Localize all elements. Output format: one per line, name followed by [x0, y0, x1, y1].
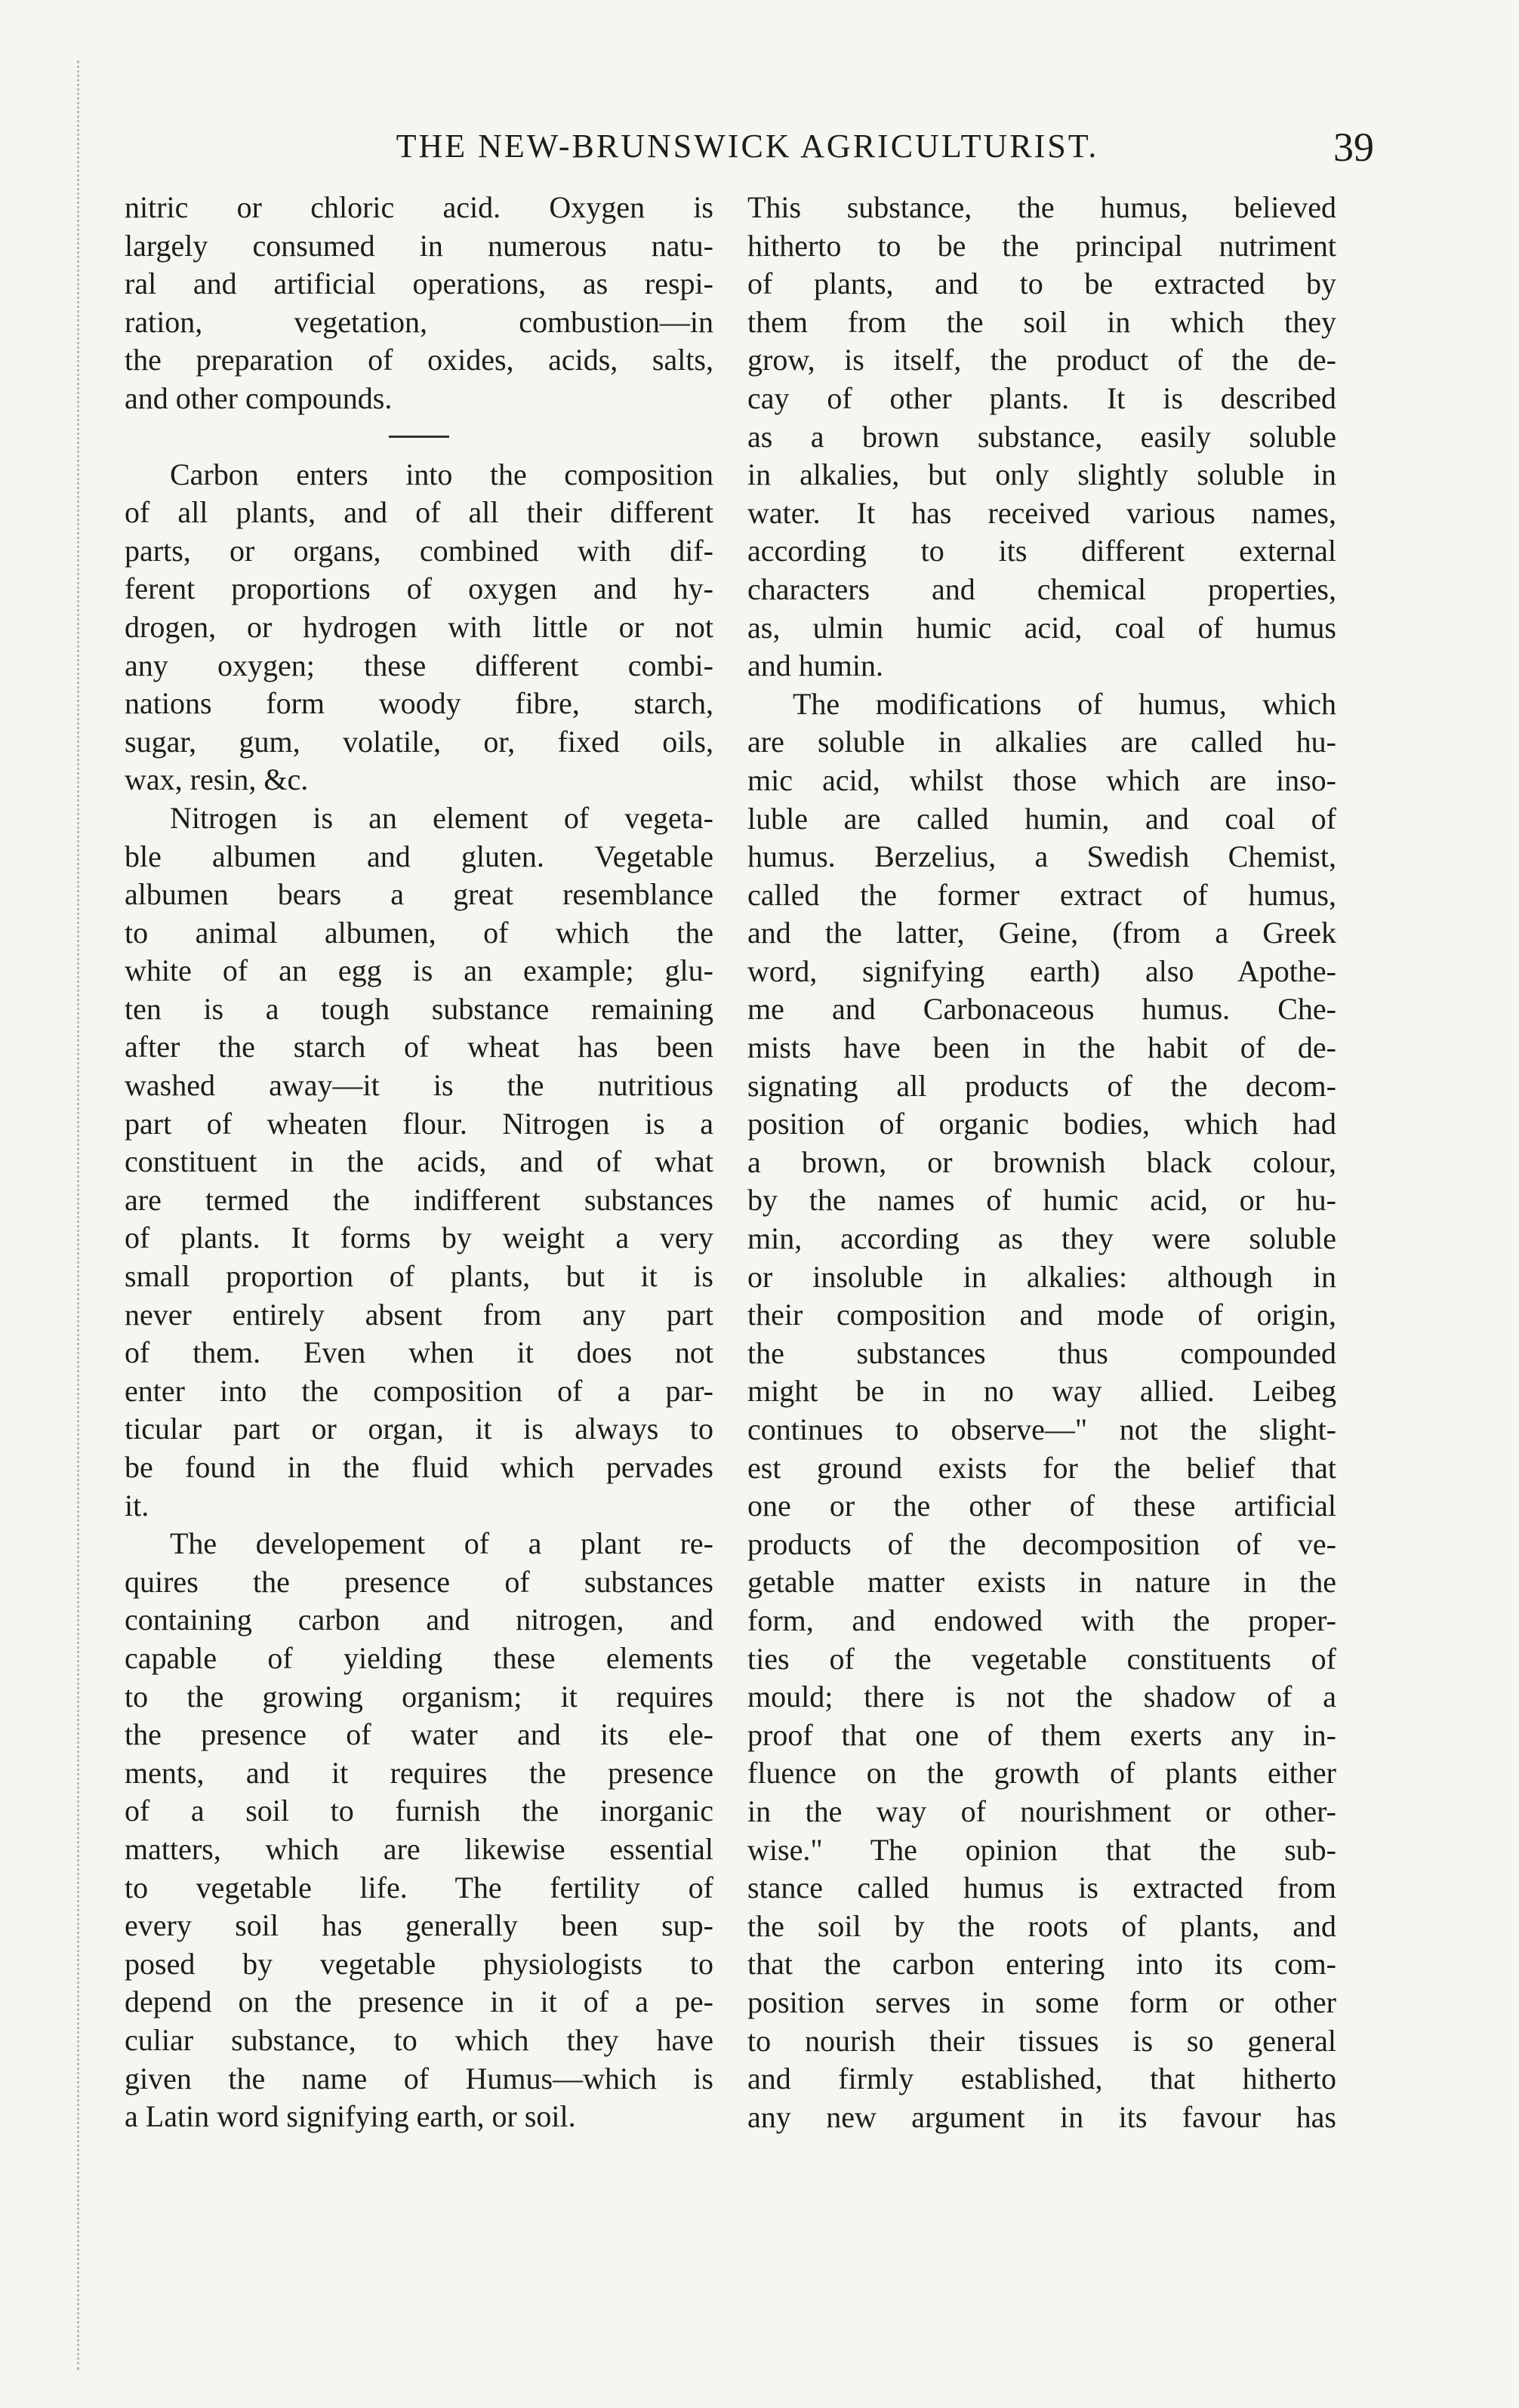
text-line: getable matter exists in nature in the	[747, 1565, 1336, 1600]
text-line: a brown, or brownish black colour,	[747, 1144, 1336, 1179]
text-line: any oxygen; these different combi-	[125, 648, 713, 682]
text-line: ticular part or organ, it is always to	[125, 1412, 713, 1446]
text-line: them from the soil in which they	[747, 304, 1336, 339]
text-line: never entirely absent from any part	[125, 1297, 713, 1332]
text-line: to the growing organism; it requires	[125, 1679, 713, 1714]
text-line: to vegetable life. The fertility of	[125, 1870, 713, 1905]
text-line: quires the presence of substances	[125, 1564, 713, 1599]
text-line: grow, is itself, the product of the de-	[747, 343, 1336, 377]
text-line: nitric or chloric acid. Oxygen is	[125, 190, 713, 224]
text-line: small proportion of plants, but it is	[125, 1259, 713, 1294]
text-line: and humin.	[747, 648, 883, 683]
text-line: every soil has generally been sup-	[125, 1908, 713, 1943]
running-title: THE NEW-BRUNSWICK AGRICULTURIST.	[396, 128, 1099, 165]
text-line: humus. Berzelius, a Swedish Chemist,	[747, 839, 1336, 874]
text-line: as a brown substance, easily soluble	[747, 419, 1336, 454]
text-line: cay of other plants. It is described	[747, 380, 1336, 415]
text-line: min, according as they were soluble	[747, 1221, 1336, 1256]
text-line: a Latin word signifying earth, or soil.	[125, 2099, 576, 2134]
text-line: wax, resin, &c.	[125, 762, 309, 797]
text-line: est ground exists for the belief that	[747, 1450, 1336, 1485]
text-line: mould; there is not the shadow of a	[747, 1680, 1336, 1714]
text-line: largely consumed in numerous natu-	[125, 228, 713, 263]
text-line: of all plants, and of all their different	[125, 495, 713, 530]
text-line: characters and chemical properties,	[747, 571, 1336, 606]
text-line: of a soil to furnish the inorganic	[125, 1794, 713, 1828]
text-line: ral and artificial operations, as respi-	[125, 266, 713, 301]
text-line: one or the other of these artificial	[747, 1489, 1336, 1523]
text-line: The modifications of humus, which	[793, 686, 1336, 721]
text-line: that the carbon entering into its com-	[747, 1947, 1336, 1982]
text-line: water. It has received various names,	[747, 495, 1336, 530]
text-line: Nitrogen is an element of vegeta-	[170, 800, 713, 835]
text-line: according to its different external	[747, 534, 1336, 568]
text-line: the presence of water and its ele-	[125, 1717, 713, 1752]
text-line: ties of the vegetable constituents of	[747, 1641, 1336, 1676]
text-line: by the names of humic acid, or hu-	[747, 1183, 1336, 1218]
text-line: enter into the composition of a par-	[125, 1373, 713, 1408]
text-line: constituent in the acids, and of what	[125, 1144, 713, 1179]
text-line: parts, or organs, combined with dif-	[125, 533, 713, 568]
text-line: part of wheaten flour. Nitrogen is a	[125, 1106, 713, 1141]
text-line: continues to observe—" not the slight-	[747, 1412, 1336, 1446]
text-line: products of the decomposition of ve-	[747, 1526, 1336, 1561]
text-line: culiar substance, to which they have	[125, 2022, 713, 2057]
text-line: ration, vegetation, combustion—in	[125, 304, 713, 339]
text-line: proof that one of them exerts any in-	[747, 1717, 1336, 1752]
text-line: This substance, the humus, believed	[747, 190, 1336, 224]
text-line: it.	[125, 1488, 149, 1523]
binding-edge	[45, 60, 79, 2370]
text-line: drogen, or hydrogen with little or not	[125, 609, 713, 644]
text-line: might be in no way allied. Leibeg	[747, 1374, 1336, 1409]
text-line: luble are called humin, and coal of	[747, 801, 1336, 836]
text-line: the preparation of oxides, acids, salts,	[125, 343, 713, 377]
text-line: of them. Even when it does not	[125, 1335, 713, 1370]
text-line: or insoluble in alkalies: although in	[747, 1259, 1336, 1294]
text-line: ferent proportions of oxygen and hy-	[125, 571, 713, 606]
text-line: the substances thus compounded	[747, 1335, 1336, 1370]
text-line: posed by vegetable physiologists to	[125, 1946, 713, 1981]
text-line: position serves in some form or other	[747, 1985, 1336, 2019]
page-number: 39	[1333, 125, 1374, 170]
text-line: depend on the presence in it of a pe-	[125, 1985, 713, 2019]
text-line: the soil by the roots of plants, and	[747, 1908, 1336, 1943]
text-line: any new argument in its favour has	[747, 2099, 1336, 2134]
text-line: form, and endowed with the proper-	[747, 1603, 1336, 1637]
text-line: ments, and it requires the presence	[125, 1755, 713, 1790]
text-line: wise." The opinion that the sub-	[747, 1832, 1336, 1867]
section-divider	[389, 436, 449, 438]
text-line: in alkalies, but only slightly soluble in	[747, 457, 1336, 492]
text-line: containing carbon and nitrogen, and	[125, 1603, 713, 1637]
text-line: fluence on the growth of plants either	[747, 1756, 1336, 1791]
text-line: albumen bears a great resemblance	[125, 877, 713, 912]
text-line: and firmly established, that hitherto	[747, 2062, 1336, 2096]
page-header	[121, 127, 1374, 172]
text-line: of plants. It forms by weight a very	[125, 1221, 713, 1255]
text-line: white of an egg is an example; glu-	[125, 953, 713, 988]
text-line: hitherto to be the principal nutriment	[747, 228, 1336, 263]
text-line: The developement of a plant re-	[170, 1526, 713, 1561]
text-line: called the former extract of humus,	[747, 877, 1336, 912]
text-line: mists have been in the habit of de-	[747, 1030, 1336, 1065]
text-line: in the way of nourishment or other-	[747, 1794, 1336, 1828]
text-line: of plants, and to be extracted by	[747, 266, 1336, 301]
text-line: are soluble in alkalies are called hu-	[747, 725, 1336, 759]
left-column	[125, 189, 713, 2136]
text-line: sugar, gum, volatile, or, fixed oils,	[125, 724, 713, 759]
text-line: matters, which are likewise essential	[125, 1831, 713, 1866]
text-line: stance called humus is extracted from	[747, 1871, 1336, 1905]
text-line: position of organic bodies, which had	[747, 1107, 1336, 1141]
text-line: ble albumen and gluten. Vegetable	[125, 839, 713, 873]
text-line: given the name of Humus—which is	[125, 2061, 713, 2095]
text-line: Carbon enters into the composition	[170, 457, 713, 491]
text-line: ten is a tough substance remaining	[125, 991, 713, 1026]
text-line: as, ulmin humic acid, coal of humus	[747, 610, 1336, 645]
text-line: to nourish their tissues is so general	[747, 2023, 1336, 2058]
text-line: be found in the fluid which pervades	[125, 1450, 713, 1484]
text-line: mic acid, whilst those which are inso-	[747, 762, 1336, 797]
text-line: to animal albumen, of which the	[125, 915, 713, 950]
text-line: and other compounds.	[125, 380, 393, 415]
text-line: me and Carbonaceous humus. Che-	[747, 992, 1336, 1027]
text-line: after the starch of wheat has been	[125, 1030, 713, 1064]
text-line: word, signifying earth) also Apothe-	[747, 953, 1336, 988]
text-line: capable of yielding these elements	[125, 1640, 713, 1675]
text-line: their composition and mode of origin,	[747, 1298, 1336, 1332]
text-line: are termed the indifferent substances	[125, 1182, 713, 1217]
text-line: nations form woody fibre, starch,	[125, 686, 713, 721]
text-line: washed away—it is the nutritious	[125, 1068, 713, 1103]
right-column	[747, 189, 1336, 2136]
text-line: and the latter, Geine, (from a Greek	[747, 916, 1336, 950]
text-line: signating all products of the decom-	[747, 1068, 1336, 1103]
